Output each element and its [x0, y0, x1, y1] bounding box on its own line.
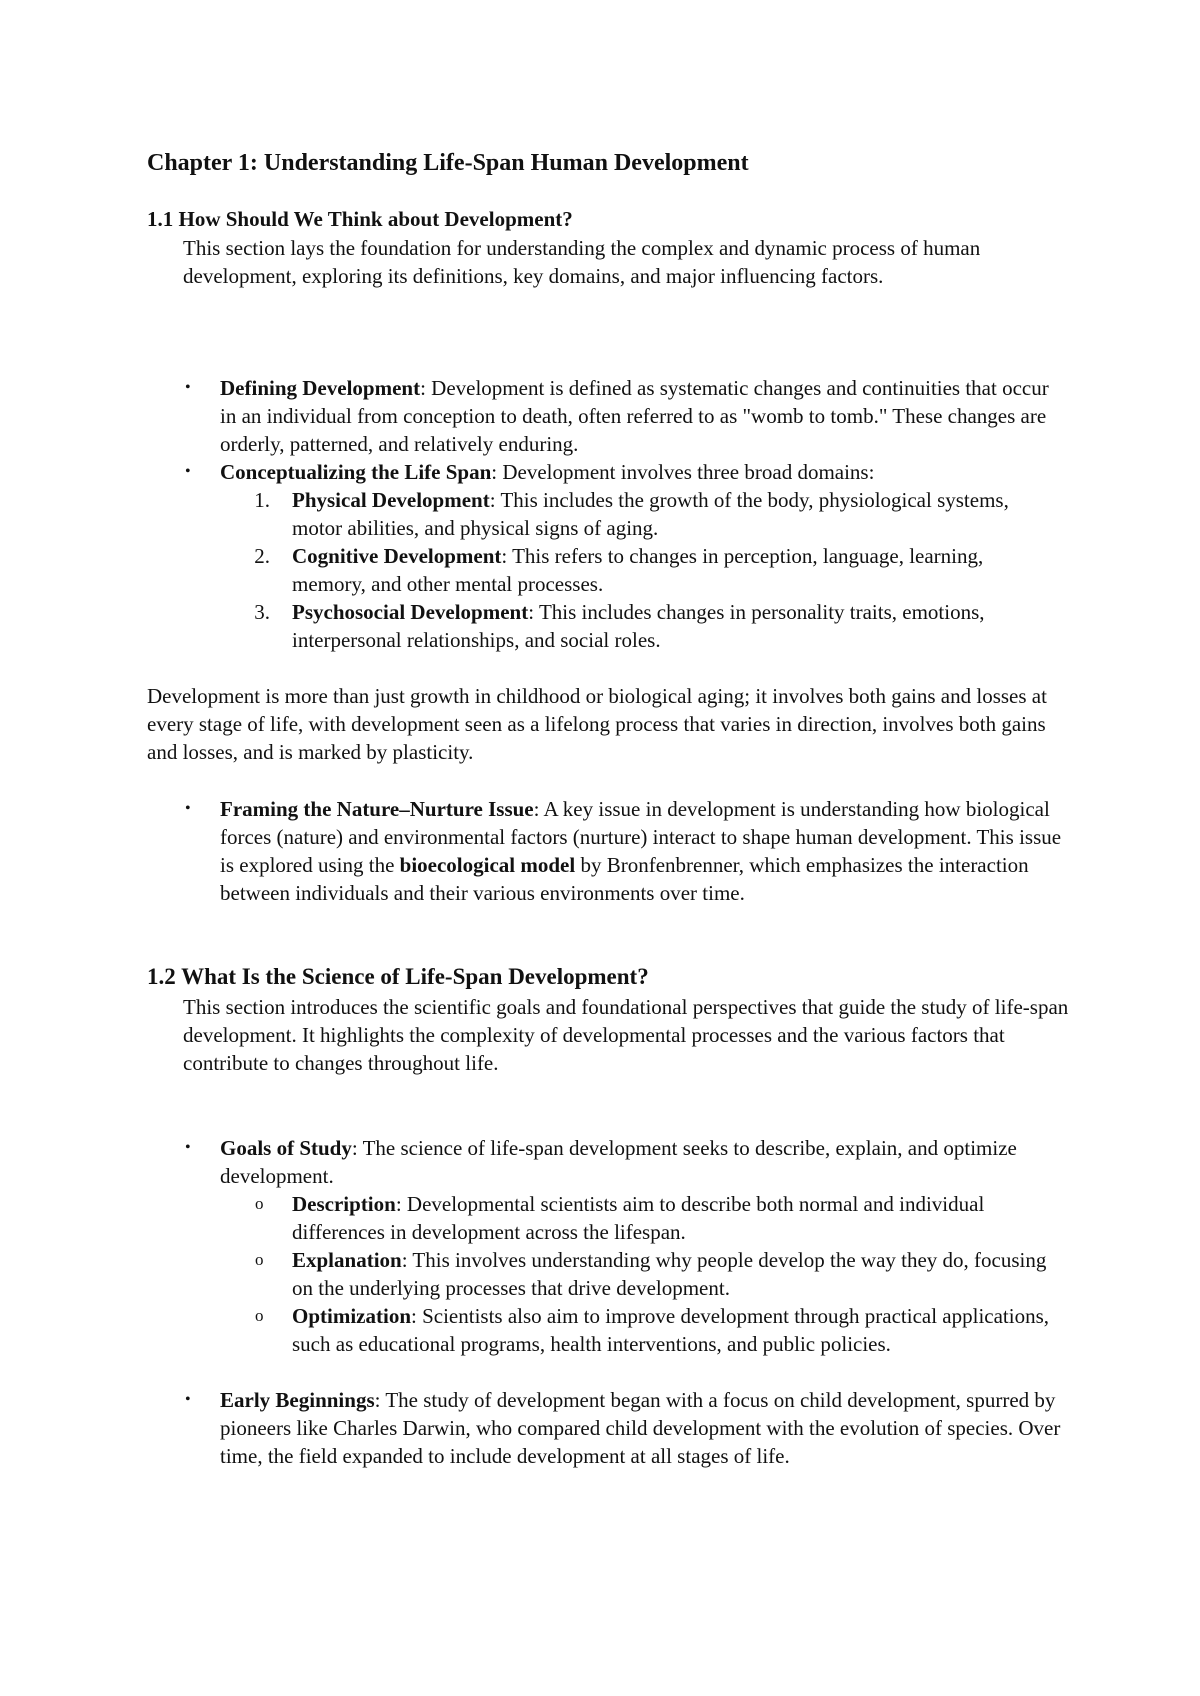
- sub-bullet-marker: o: [255, 1306, 264, 1325]
- term-description: Description: [292, 1192, 396, 1216]
- page-title: Chapter 1: Understanding Life-Span Human Development: [147, 150, 749, 176]
- term-bioecological-model: bioecological model: [399, 853, 576, 877]
- text-description: : Developmental scientists aim to describe both normal and individual differences in development across the lifespan.: [292, 1192, 985, 1244]
- text-early-beginnings: : The study of development began with a focus on child development, spurred by pioneers like Charles Darwin, who compared child development with the evolution of species. Over time, the field expanded to include development at all stages of life.: [220, 1388, 1061, 1468]
- section-heading-1-1: 1.1 How Should We Think about Development?: [147, 207, 573, 231]
- text-nature-nurture: : A key issue in development is understanding how biological forces (nature) and environmental factors (nurture) interact to shape human development. This issue is explored using the: [220, 797, 1062, 877]
- term-explanation: Explanation: [292, 1248, 402, 1272]
- number-marker: 2.: [254, 544, 270, 568]
- number-marker: 3.: [254, 600, 270, 624]
- text-life-span: : Development involves three broad domains:: [491, 460, 875, 484]
- section-intro-1-1: This section lays the foundation for understanding the complex and dynamic process of human development, exploring its definitions, key domains, and major influencing factors.: [183, 236, 981, 288]
- text-defining-development: : Development is defined as systematic changes and continuities that occur in an individual from conception to death, often referred to as "womb to tomb." These changes are orderly, patterned, and relatively enduring.: [220, 376, 1049, 456]
- list-item-early-beginnings: [220, 1386, 1070, 1470]
- term-defining-development: Defining Development: [220, 376, 421, 400]
- bullet-marker: •: [185, 463, 191, 480]
- term-nature-nurture: Framing the Nature–Nurture Issue: [220, 797, 534, 821]
- bullet-marker: •: [185, 1391, 191, 1408]
- bullet-marker: •: [185, 379, 191, 396]
- text-physical: : This includes the growth of the body, physiological systems, motor abilities, and physical signs of aging.: [292, 488, 1009, 540]
- term-optimization: Optimization: [292, 1304, 411, 1328]
- section-heading-1-2: 1.2 What Is the Science of Life-Span Development?: [147, 964, 649, 989]
- number-marker: 1.: [254, 488, 270, 512]
- list-item-goals-of-study: [220, 1134, 1070, 1190]
- text-optimization: : Scientists also aim to improve development through practical applications, such as educational programs, health interventions, and public policies.: [292, 1304, 1050, 1356]
- term-cognitive: Cognitive Development: [292, 544, 502, 568]
- bullet-marker: •: [185, 800, 191, 817]
- term-early-beginnings: Early Beginnings: [220, 1388, 375, 1412]
- term-life-span: Conceptualizing the Life Span: [220, 460, 492, 484]
- section-intro-1-2: This section introduces the scientific goals and foundational perspectives that guide the study of life-span development. It highlights the complexity of developmental processes and the various factors that contribute to changes throughout life.: [183, 995, 1069, 1075]
- bullet-marker: •: [185, 1139, 191, 1156]
- list-item-description: [292, 1190, 1052, 1246]
- list-item-life-span: [220, 458, 1070, 486]
- list-item-physical: [292, 486, 1052, 542]
- body-paragraph: Development is more than just growth in childhood or biological aging; it involves both gains and losses at every stage of life, with development seen as a lifelong process that varies in direction, involves both gains and losses, and is marked by plasticity.: [147, 684, 1047, 764]
- list-item-nature-nurture: [220, 795, 1070, 907]
- list-item-psychosocial: [292, 598, 1052, 654]
- sub-bullet-marker: o: [255, 1194, 264, 1213]
- list-item-defining-development: [220, 374, 1070, 458]
- sub-bullet-marker: o: [255, 1250, 264, 1269]
- list-item-explanation: [292, 1246, 1052, 1302]
- term-goals-of-study: Goals of Study: [220, 1136, 352, 1160]
- text-nature-nurture-end: by Bronfenbrenner, which emphasizes the interaction between individuals and their various environments over time.: [220, 853, 1029, 905]
- list-item-cognitive: [292, 542, 1052, 598]
- text-goals-of-study: : The science of life-span development seeks to describe, explain, and optimize development.: [220, 1136, 1017, 1188]
- term-psychosocial: Psychosocial Development: [292, 600, 529, 624]
- list-item-optimization: [292, 1302, 1052, 1358]
- text-psychosocial: : This includes changes in personality traits, emotions, interpersonal relationships, and social roles.: [292, 600, 985, 652]
- text-explanation: : This involves understanding why people develop the way they do, focusing on the underlying processes that drive development.: [292, 1248, 1047, 1300]
- term-physical: Physical Development: [292, 488, 490, 512]
- text-cognitive: : This refers to changes in perception, language, learning, memory, and other mental processes.: [292, 544, 984, 596]
